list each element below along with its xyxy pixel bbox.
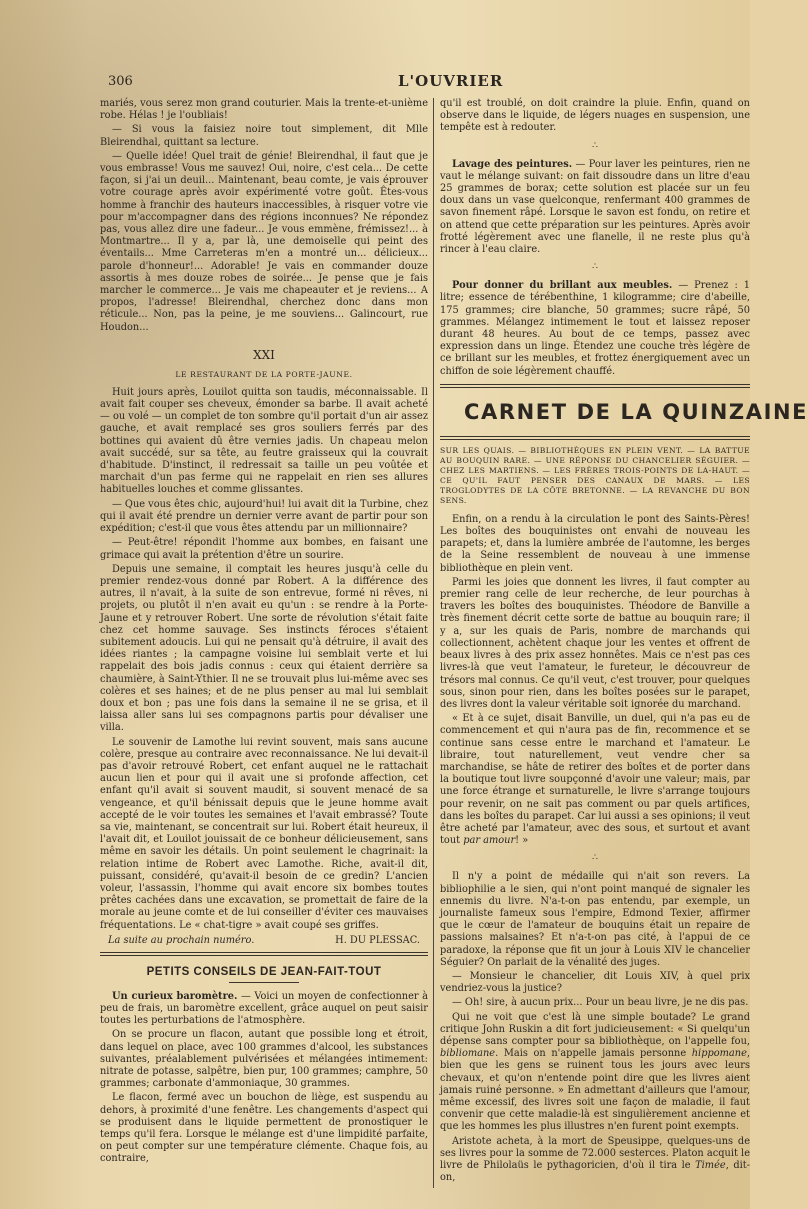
author-name: H. DU PLESSAC.	[335, 934, 420, 946]
italic-run: hippomane	[691, 1048, 747, 1060]
chapter-number: XXI	[253, 347, 275, 362]
section-title: CARNET DE LA QUINZAINE	[464, 399, 808, 424]
paragraph: — Quelle idée! Quel trait de génie! Bleirendhal, il faut que je vous embrasse! Vous me sauvez! Oui, noire, c'est cela... De cette façon, si j'ai un deuil... Maintenant, beau comte, je vais éprouver votre courage après avoir expérimenté votre goût. Êtes-vous homme à franchir des hauteurs inaccessibles, à risquer votre vie pour m'accompagner dans des régions inconnues? Ne répondez pas, vous allez dire une fadeur... Je vous emmène, frémissez!... à Montmartre... Il y a, par là, une demoiselle qui peint des éventails... Mme Carreteras m'en a montré un... délicieux... parole d'honneur!... Adorable! Je vais en commander douze assortis à mes douze robes de soirée... Je pense que je fais marcher le commerce... Je vais me chapeauter et je reviens... A propos, l'adresse! Bleirendhal, cherchez donc dans mon réticule... Non, pas la peine, je me souviens... Galincourt, rue Houdon...	[100, 150, 428, 333]
paragraph: — Oh! sire, à aucun prix... Pour un beau livre, je ne dis pas.	[452, 997, 749, 1009]
section-title: PETITS CONSEILS DE JEAN-FAIT-TOUT	[146, 965, 382, 978]
section-summary: SUR LES QUAIS. — BIBLIOTHÈQUES EN PLEIN VENT. — LA BATTUE AU BOUQUIN RARE. — UNE RÉPONSE DU CHANCELIER SÉGUIER. — CHEZ LES MARTIENS. — LES FRÈRES TROIS-POINTS DE LA-HAUT. — CE QU'IL FAUT PENSER DES CANAUX DE MARS. — LES TROGLODYTES DE LA CÔTE BRETONNE. — LA REVANCHE DU BON SENS.	[440, 445, 750, 505]
short-rule	[229, 982, 299, 983]
text-run: . Mais on n'appelle jamais personne	[495, 1048, 692, 1060]
separator-stars: ∴	[592, 140, 598, 151]
quote-paragraph	[440, 713, 750, 847]
paragraph: qu'il est troublé, on doit craindre la pluie. Enfin, quand on observe dans le liquide, de légers nuages en suspension, une tempête est à redouter.	[440, 98, 750, 134]
paragraph: Le flacon, fermé avec un bouchon de liège, est suspendu au dehors, à proximité d'une fenêtre. Les changements d'aspect qui se produisent dans le liquide permettent de pronostiquer le temps qu'il fera. Lorsque le mélange est d'une limpidité parfaite, on peut compter sur une température clémente. Chaque fois, au contraire,	[100, 1092, 428, 1165]
text-run: , dit-on,	[440, 1160, 751, 1184]
paragraph: — Que vous êtes chic, aujourd'hui! lui avait dit la Turbine, chez qui il avait été prendre un dernier verre avant de partir pour son expédition; c'est-il que vous êtes attendu par un millionnaire?	[100, 498, 428, 535]
column-rule	[433, 98, 434, 1188]
tip-heading: Lavage des peintures.	[452, 158, 573, 170]
separator-stars: ∴	[592, 262, 598, 273]
paragraph: Le souvenir de Lamothe lui revint souvent, mais sans aucune colère, presque au contraire avec reconnaissance. Ne lui devait-il pas d'avoir retrouvé Robert, cet enfant auquel ne le rattachait aucun lien et pour qui il avait une si profonde affection, cet enfant qu'il avait si souvent maudit, si souvent menacé de sa vengeance, et qu'il bénissait depuis que le jeune homme avait accepté de le voir toutes les semaines et l'avait embrassé? Toute sa vie, maintenant, se concentrait sur lui. Robert était heureux, il l'avait dit, et Louilot jouissait de ce bonheur délicieusement, sans même en savoir les détails. Un point seulement le chagrinait: la relation intime de Robert avec Lamothe. Riche, avait-il dit, puissant, considéré, qu'avait-il besoin de ce gredin? L'ancien voleur, l'assassin, l'homme qui avait encore six bombes toutes prêtes cachées dans une excavation, se promettait de faire de la morale au jeune comte et de lui conseiller d'éviter ces mauvaises fréquentations. Le « chat-tigre » avait coupé ses griffes.	[100, 736, 428, 931]
paragraph	[440, 1012, 750, 1134]
to-be-continued: La suite au prochain numéro.	[108, 934, 255, 946]
paragraph	[440, 1136, 750, 1185]
italic-run: par amour	[463, 835, 516, 847]
chapter-title: LE RESTAURANT DE LA PORTE-JAUNE.	[175, 369, 353, 379]
paragraph: mariés, vous serez mon grand couturier. Mais la trente-et-unième robe. Hélas ! je l'oubliais!	[100, 98, 428, 122]
paragraph: — Monsieur le chancelier, dit Louis XIV, à quel prix vendriez-vous la justice?	[440, 970, 750, 995]
paragraph: Parmi les joies que donnent les livres, il faut compter au premier rang celle de leur recherche, de leur pourchas à travers les boîtes des bouquinistes. Théodore de Banville a très finement décrit cette sorte de battue au bouquin rare; il y a, sur les quais de Paris, nombre de marchands qui collectionnent, achètent chaque jour les ventes et offrent de beaux livres à des prix assez honnêtes. Mais ce n'est pas ces livres-là que veut l'amateur, le fureteur, le découvreur de trésors mal connus. Ce qu'il veut, c'est trouver, pour quelques sous, sinon pour rien, dans les boîtes posées sur le parapet, des livres dont la valeur véritable soit ignorée du marchand.	[440, 576, 750, 710]
text-run: « Et à ce sujet, disait Banville, un duel, qui n'a pas eu de commencement et qui n'aura pas de fin, recommence et se continue sans cesse entre le marchand et l'amateur. Le libraire, tout naturellement, veut vendre cher sa marchandise, se hâte de retirer des boîtes et de porter dans la boutique tout livre soupçonné d'avoir une valeur; mais, par une force étrange et surnaturelle, le livre s'arrange toujours pour revenir, on ne sait pas comment ou par quels artifices, dans les boîtes du parapet. Car lui aussi a ses opinions; il veut être acheté par l'amateur, avec des sous, et surtout et avant tout	[440, 713, 750, 847]
paragraph: Depuis une semaine, il comptait les heures jusqu'à celle du premier rendez-vous donné par Robert. A la différence des autres, il n'avait, à la suite de son entrevue, formé ni rêves, ni projets, ou plutôt il n'en avait eu qu'un : se rendre à la Porte-Jaune et y retrouver Robert. Une sorte de révolution s'était faite chez cet homme sauvage. Ses instincts féroces s'étaient subitement adoucis. Lui qui ne pensait qu'à détruire, il avait des idées riantes ; la campagne voisine lui semblait verte et lui rappelait des bois jadis connus : ceux qui étaient derrière sa chaumière, à Saint-Ythier. Il ne se trouvait plus lui-même avec ses colères et ses haines; et de ne plus penser au mal lui semblait doux et bon ; pas une fois dans la semaine il ne se grisa, et il laissa aller sans lui ses compagnons partis pour dévaliser une villa.	[100, 563, 428, 734]
double-rule	[100, 952, 428, 956]
tip-heading: Un curieux baromètre.	[112, 990, 238, 1002]
paragraph: On se procure un flacon, autant que possible long et étroit, dans lequel on place, avec 100 grammes d'alcool, les substances suivantes, préalablement pulvérisées et mélangées intimement: nitrate de potasse, salpêtre, bien pur, 100 grammes; camphre, 50 grammes; carbonate d'ammoniaque, 30 grammes.	[100, 1029, 428, 1090]
tip-text: — Pour laver les peintures, rien ne vaut le mélange suivant: on fait dissoudre dans un litre d'eau 25 grammes de borax; cette solution est placée sur un feu doux dans un vase quelconque, renfermant 400 grammes de savon finement râpé. Lorsque le savon est fondu, on retire et on attend que cette préparation sur les peintures. Après avoir frotté légèrement avec une flanelle, il ne reste plus qu'à rincer à l'eau claire.	[440, 158, 750, 256]
text-run: , bien que les gens se ruinent tous les jours avec leurs chevaux, et qu'on n'entende point dire que les livres aient jamais ruiné personne. » En admettant d'ailleurs que l'amour, même excessif, des livres soit une façon de maladie, il faut convenir que cette maladie-là est singulièrement ancienne et que les hommes les plus illustres n'en furent point exempts.	[440, 1048, 750, 1133]
paragraph: — Peut-être! répondit l'homme aux bombes, en faisant une grimace qui avait la prétention d'être un sourire.	[100, 537, 428, 561]
separator-stars: ∴	[592, 853, 598, 864]
italic-run: bibliomane	[440, 1048, 496, 1060]
page-number: 306	[108, 74, 133, 89]
tip-heading: Pour donner du brillant aux meubles.	[452, 280, 673, 292]
serial-signature	[108, 935, 420, 946]
double-rule	[440, 436, 750, 440]
italic-run: Timée	[695, 1160, 726, 1172]
double-rule	[440, 384, 750, 388]
paragraph: Enfin, on a rendu à la circulation le pont des Saints-Pères! Les boîtes des bouquinistes ont envahi de nouveau les parapets; et, dans la lumière ambrée de l'automne, les berges de la Seine ressemblent de nouveau à une immense bibliothèque en plein vent.	[440, 513, 750, 574]
left-column	[100, 98, 428, 1198]
text-run: Aristote acheta, à la mort de Speusippe, quelques-uns de ses livres pour la somme de 72.000 sesterces. Platon acquit le livre de Philolaüs le pythagoricien, d'où il tira le	[440, 1135, 750, 1172]
paragraph: — Si vous la faisiez noire tout simplement, dit Mlle Bleirendhal, quittant sa lecture.	[100, 124, 428, 148]
text-run: Qui ne voit que c'est là une simple boutade? Le grand critique John Ruskin a dit fort judicieusement: « Si quelqu'un dépense sans compter pour sa bibliothèque, on l'appelle fou,	[440, 1011, 750, 1047]
right-column	[440, 98, 808, 1198]
paragraph: Huit jours après, Louilot quitta son taudis, méconnaissable. Il avait fait couper ses cheveux, émonder sa barbe. Il avait acheté — ou volé — un complet de ton sombre qu'il portait d'un air assez gauche, et avait remplacé ses gros souliers ferrés par des bottines qui avaient dû être vernies jadis. Un chapeau melon avait succédé, sur sa tête, au feutre graisseux qui la couvrait d'habitude. D'instinct, il redressait sa taille un peu voûtée et marchait d'un pas ferme qui ne rappelait en rien ses allures habituelles louches et comme glissantes.	[100, 386, 428, 496]
text-run: ! »	[515, 835, 529, 847]
running-title: L'OUVRIER	[398, 72, 504, 90]
tip-text: — Prenez : 1 litre; essence de térébenthine, 1 kilogramme; cire d'abeille, 175 grammes; cire blanche, 50 grammes; sucre râpé, 50 grammes. Mélangez intimement le tout et laissez reposer durant 48 heures. Au bout de ce temps, passez avec expression dans un linge. Étendez une couche très légère de ce brillant sur les meubles, et frottez énergiquement avec un chiffon de soie légèrement chauffé.	[440, 280, 750, 377]
tip-text: — Voici un moyen de confectionner à peu de frais, un baromètre excellent, grâce auquel on peut saisir toutes les perturbations de l'atmosphère.	[100, 990, 428, 1027]
paragraph: Il n'y a point de médaille qui n'ait son revers. La bibliophilie a le sien, qui n'ont point manqué de signaler les ennemis du livre. N'a-t-on pas entendu, par exemple, un journaliste fameux sous l'empire, Edmond Texier, affirmer que le cœur de l'amateur de bouquins était un repaire de passions malsaines? Et n'a-t-on pas cité, à l'appui de ce paradoxe, la réponse que fit un jour à Louis XIV le chancelier Séguier? On parlait de la vénalité des juges.	[440, 871, 750, 968]
page-header	[108, 70, 750, 92]
